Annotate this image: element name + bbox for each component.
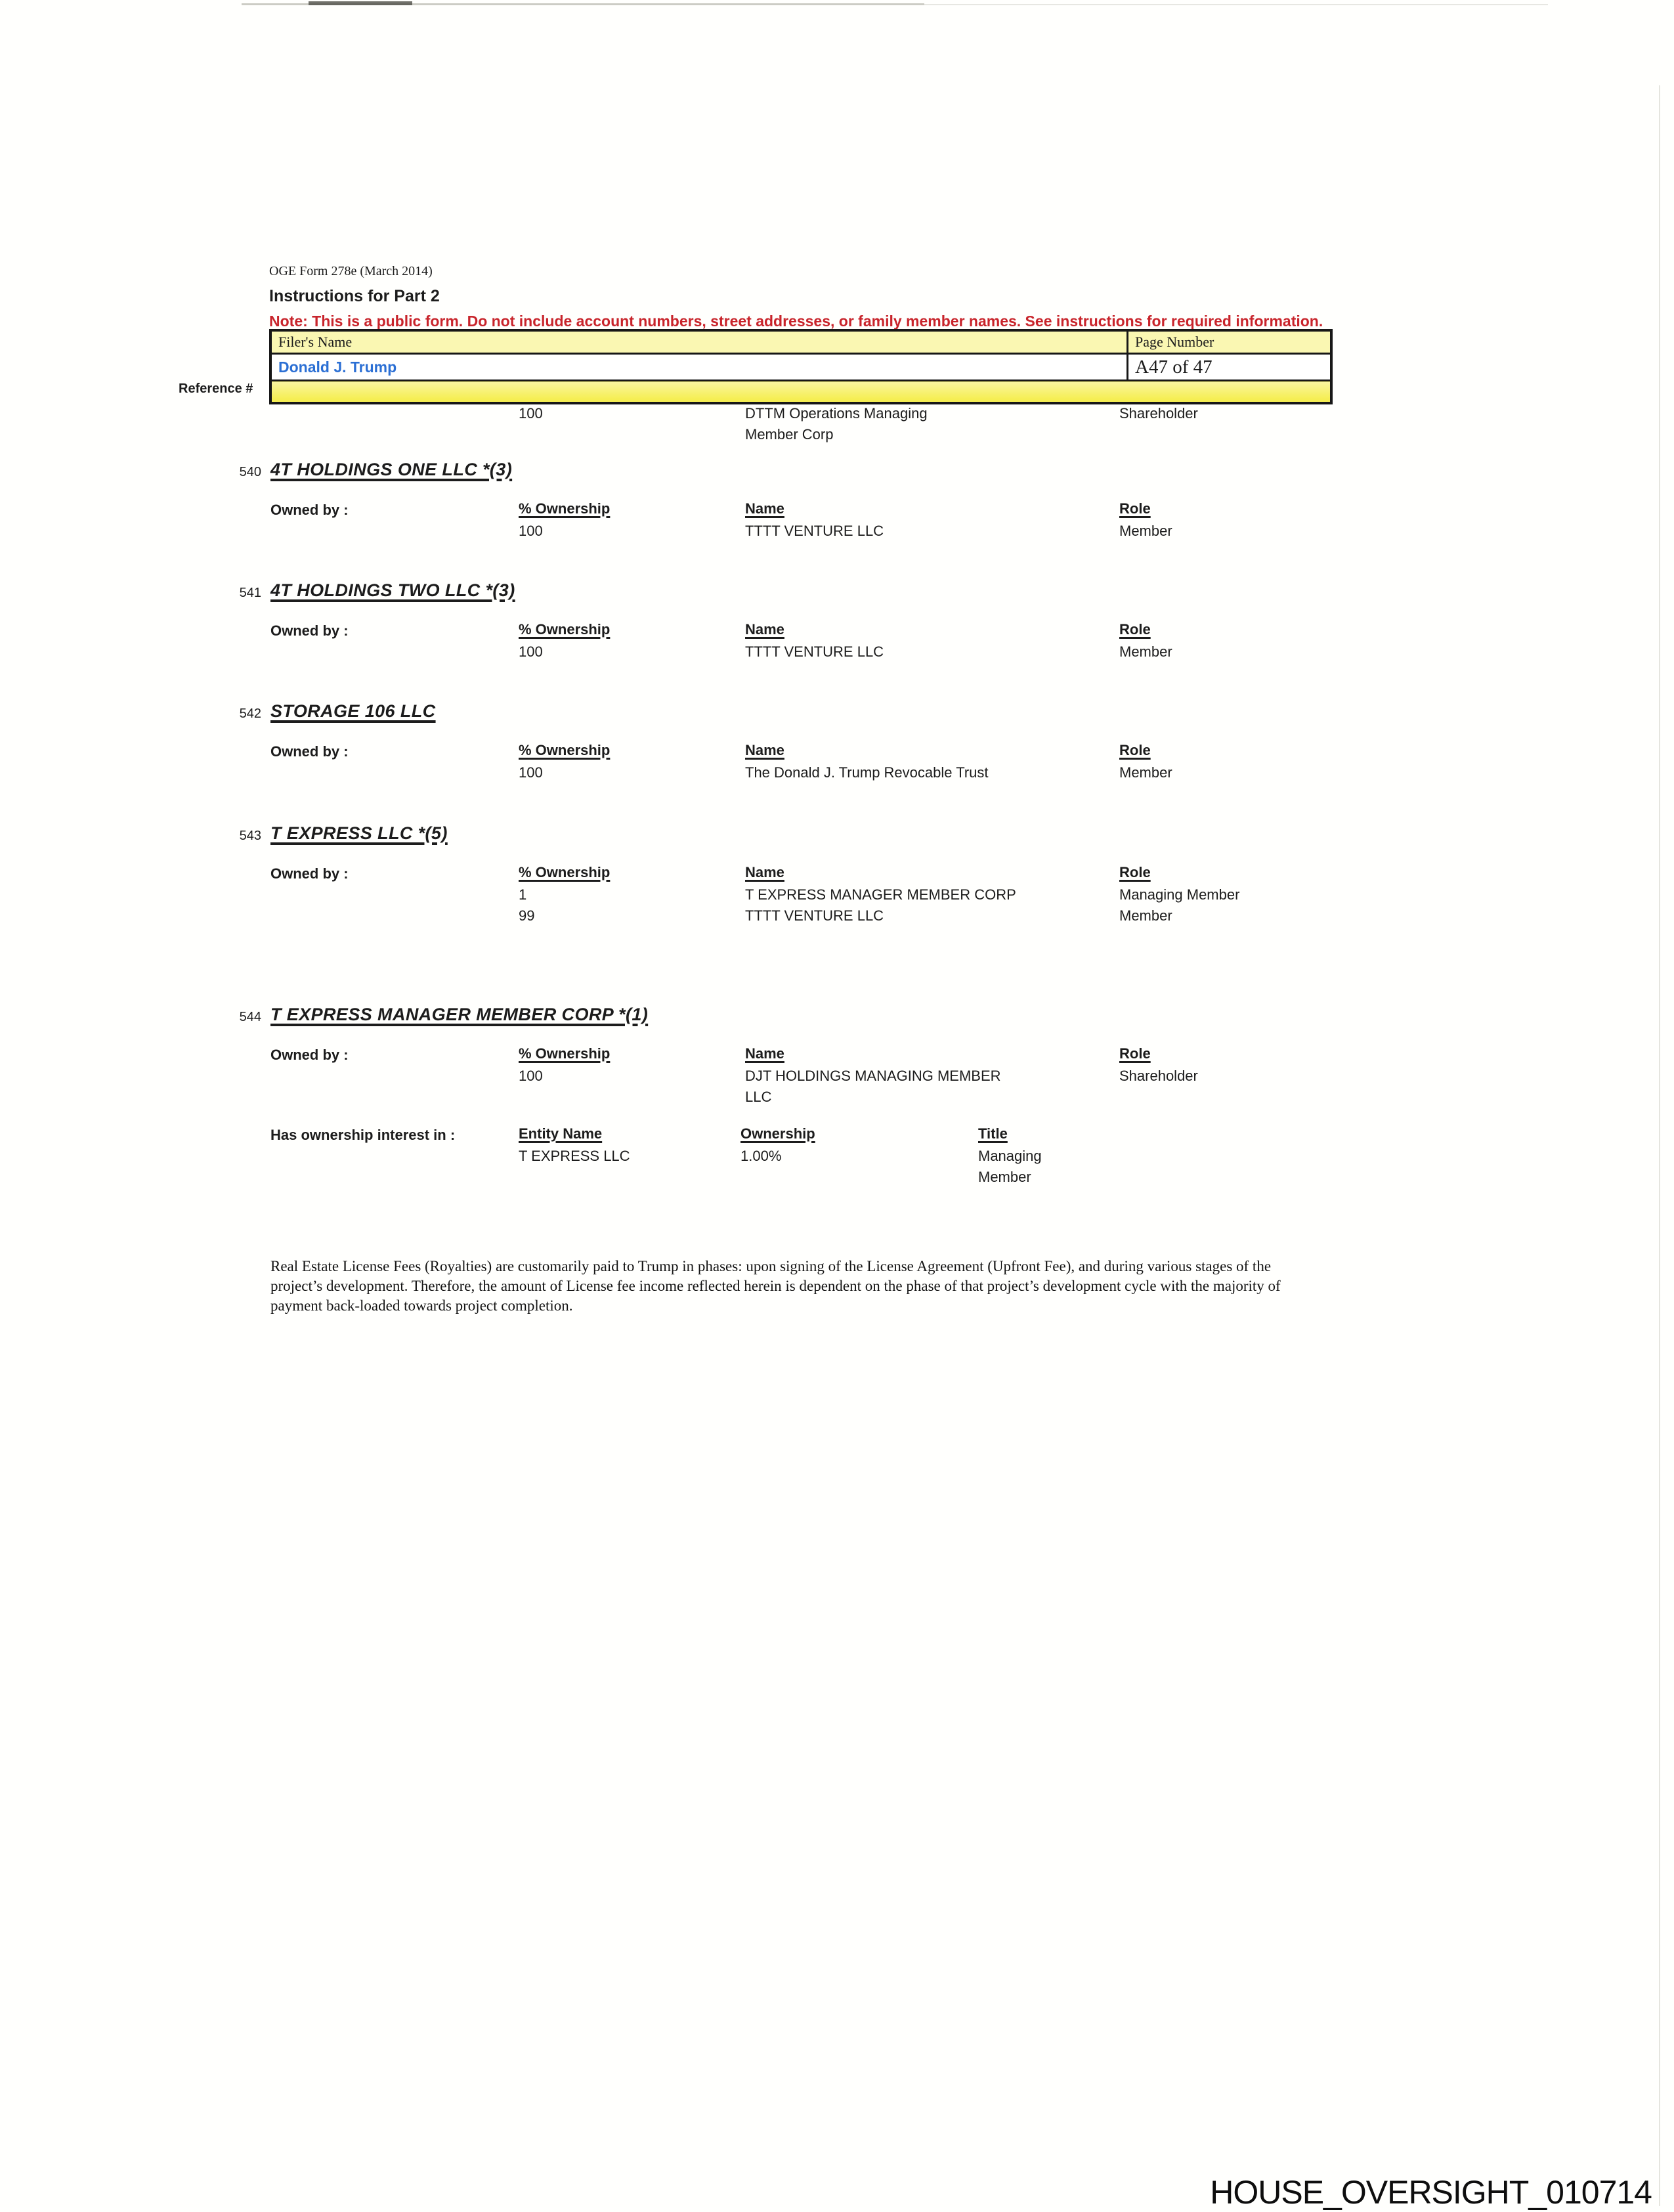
section-number: 540 (239, 465, 261, 479)
reference-bar-row (270, 381, 1331, 404)
owned-by-label: Owned by : (270, 743, 349, 760)
title-line1: Managing (978, 1148, 1042, 1164)
owner-name-line2: LLC (745, 1089, 772, 1105)
owner-name-value: The Donald J. Trump Revocable Trust (745, 764, 989, 781)
continuation-role: Shareholder (1119, 405, 1198, 422)
col-header-name: Name (745, 864, 784, 880)
role-value: Member (1119, 907, 1172, 924)
section-number: 543 (239, 829, 261, 843)
entity-title: T EXPRESS MANAGER MEMBER CORP *(1) (270, 1005, 649, 1024)
section-number: 544 (239, 1010, 261, 1024)
title-line2: Member (978, 1169, 1031, 1185)
owned-by-label: Owned by : (270, 502, 349, 518)
role-value: Shareholder (1119, 1068, 1198, 1084)
owner-name-line1: DJT HOLDINGS MANAGING MEMBER (745, 1068, 1001, 1084)
has-interest-label: Has ownership interest in : (270, 1127, 456, 1143)
page-number-value: A47 of 47 (1128, 354, 1332, 381)
ownership-value: 100 (519, 643, 543, 660)
role-value: Member (1119, 643, 1172, 660)
ownership-value: 1 (519, 886, 527, 903)
public-form-note: Note: This is a public form. Do not include account numbers, street addresses, or family member names. See instructions for required information. (269, 313, 1323, 330)
ownership-value: 100 (519, 523, 543, 539)
col-header-role: Role (1119, 621, 1151, 638)
owned-by-label: Owned by : (270, 865, 349, 882)
entity-title: T EXPRESS LLC *(5) (270, 823, 448, 843)
owned-by-label: Owned by : (270, 622, 349, 639)
col-header-ownership: % Ownership (519, 742, 611, 758)
owner-name-value: TTTT VENTURE LLC (745, 643, 884, 660)
col-header-name: Name (745, 1045, 784, 1062)
role-value: Managing Member (1119, 886, 1240, 903)
bates-number: HOUSE_OVERSIGHT_010714 (1210, 2174, 1652, 2211)
continuation-name-line1: DTTM Operations Managing (745, 405, 928, 422)
col-header-role: Role (1119, 742, 1151, 758)
filer-table-value-row (270, 354, 1331, 381)
scan-artifact-dash (309, 1, 412, 5)
col-header-entity-name: Entity Name (519, 1125, 603, 1142)
filer-name-label: Filer's Name (270, 330, 1128, 354)
scan-artifact-line (924, 4, 1548, 5)
filer-table (269, 329, 1333, 404)
ownership-value: 100 (519, 764, 543, 781)
royalties-footnote: Real Estate License Fees (Royalties) are customarily paid to Trump in phases: upon signing of the License Agreement (Upfront Fee), and during various stages of the project’s development. Therefore, the amount of License fee income reflected herein is dependent on the phase of that project’s development cycle with the majority of payment back-loaded towards project completion. (270, 1258, 1281, 1314)
reference-bar (270, 381, 1331, 404)
col-header-name: Name (745, 500, 784, 517)
entity-title: 4T HOLDINGS ONE LLC *(3) (270, 460, 513, 479)
col-header-ownership: % Ownership (519, 621, 611, 638)
col-header-ownership: % Ownership (519, 1045, 611, 1062)
instructions-title: Instructions for Part 2 (269, 287, 440, 305)
owner-name-value: TTTT VENTURE LLC (745, 907, 884, 924)
ownership-pct-value: 1.00% (740, 1148, 782, 1164)
scan-artifact-edge (1659, 85, 1660, 2206)
ownership-value: 99 (519, 907, 535, 924)
ownership-value: 100 (519, 1068, 543, 1084)
section-number: 541 (239, 586, 261, 600)
col-header-name: Name (745, 621, 784, 638)
owner-name-value: TTTT VENTURE LLC (745, 523, 884, 539)
page-number-label: Page Number (1128, 330, 1332, 354)
col-header-role: Role (1119, 1045, 1151, 1062)
owner-name-value: T EXPRESS MANAGER MEMBER CORP (745, 886, 1016, 903)
filer-name-value: Donald J. Trump (270, 354, 1128, 381)
section-number: 542 (239, 706, 261, 721)
reference-label: Reference # (179, 381, 253, 396)
role-value: Member (1119, 523, 1172, 539)
entity-title: STORAGE 106 LLC (270, 701, 436, 721)
col-header-role: Role (1119, 500, 1151, 517)
col-header-ownership: % Ownership (519, 500, 611, 517)
entity-title: 4T HOLDINGS TWO LLC *(3) (270, 580, 515, 600)
entity-name-value: T EXPRESS LLC (519, 1148, 630, 1164)
continuation-name-line2: Member Corp (745, 426, 834, 443)
form-id: OGE Form 278e (March 2014) (269, 264, 433, 278)
col-header-role: Role (1119, 864, 1151, 880)
col-header-ownership: % Ownership (519, 864, 611, 880)
col-header-name: Name (745, 742, 784, 758)
col-header-title: Title (978, 1125, 1008, 1142)
owned-by-label: Owned by : (270, 1047, 349, 1063)
role-value: Member (1119, 764, 1172, 781)
col-header-ownership: Ownership (740, 1125, 815, 1142)
filer-table-header-row (270, 330, 1331, 354)
continuation-ownership: 100 (519, 405, 543, 422)
